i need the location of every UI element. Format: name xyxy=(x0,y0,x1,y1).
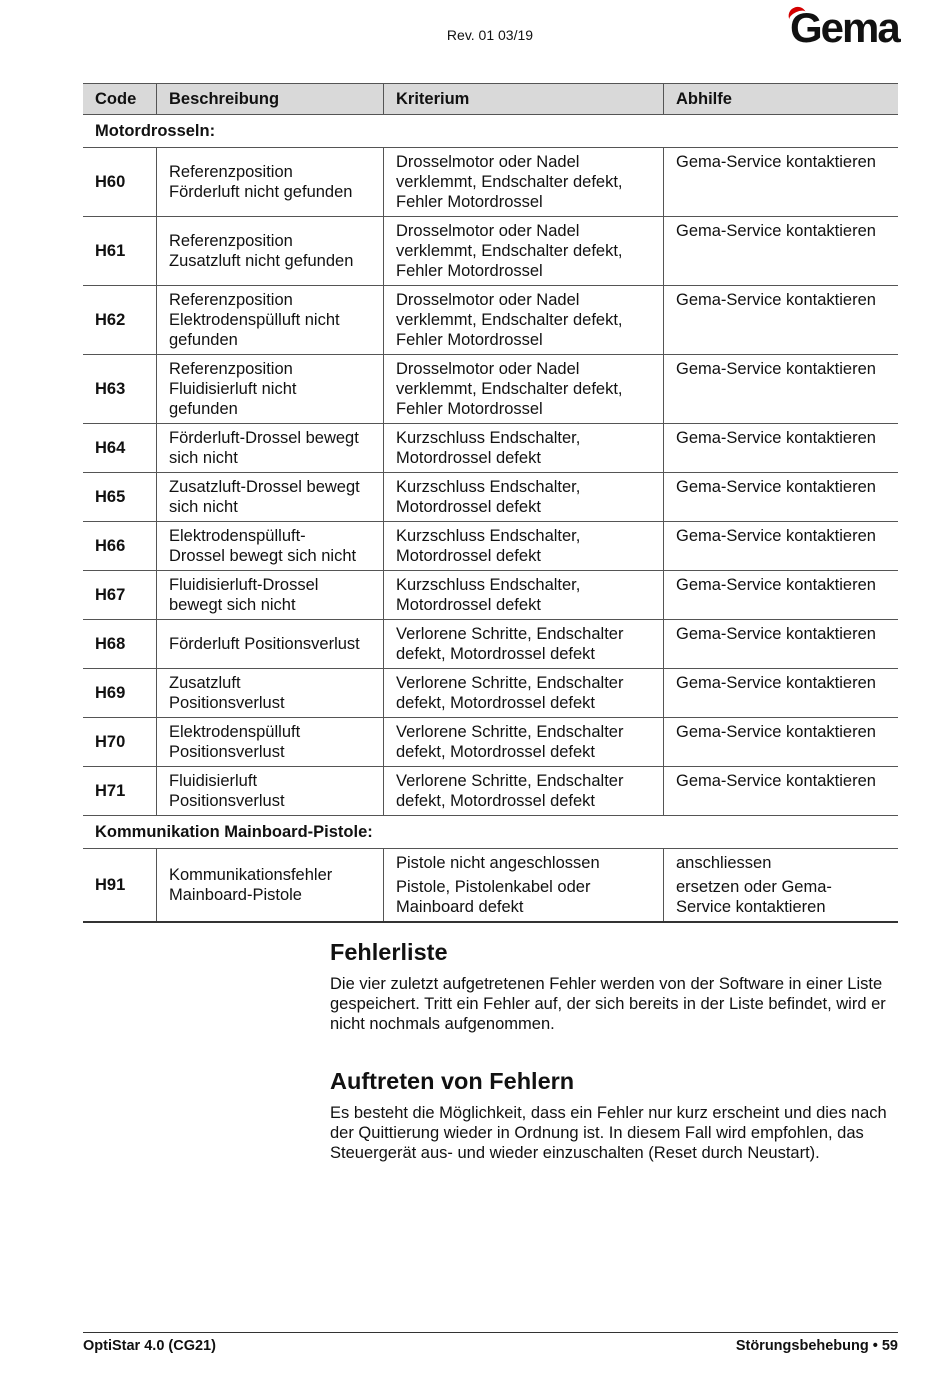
description-line: gefunden xyxy=(169,331,238,349)
criterion-cell xyxy=(384,767,664,816)
remedy-cell xyxy=(664,217,899,286)
description-line: Fluidisierluft-Drossel xyxy=(169,576,319,594)
criterion-line: verklemmt, Endschalter defekt, xyxy=(396,173,623,191)
remedy-line: Gema-Service kontaktieren xyxy=(676,576,876,594)
column-header: Kriterium xyxy=(384,84,664,115)
error-code: H66 xyxy=(83,522,157,571)
remedy-line: anschliessen xyxy=(676,854,772,872)
error-code: H61 xyxy=(83,217,157,286)
error-code: H68 xyxy=(83,620,157,669)
criterion-line: Motordrossel defekt xyxy=(396,449,541,467)
criterion-line: verklemmt, Endschalter defekt, xyxy=(396,380,623,398)
description-line: Elektrodenspülluft xyxy=(169,723,301,741)
error-code-table xyxy=(83,83,898,923)
criterion-line: Verlorene Schritte, Endschalter xyxy=(396,723,624,741)
error-code: H65 xyxy=(83,473,157,522)
remedy-line: Gema-Service kontaktieren xyxy=(676,625,876,643)
remedy-cell xyxy=(664,148,899,217)
table-row xyxy=(83,718,898,767)
criterion-line: Motordrossel defekt xyxy=(396,596,541,614)
description-line: Positionsverlust xyxy=(169,694,285,712)
section-fehlerliste xyxy=(330,938,900,1034)
criterion-cell xyxy=(384,424,664,473)
description-line: Förderluft nicht gefunden xyxy=(169,183,353,201)
error-code: H64 xyxy=(83,424,157,473)
description-cell xyxy=(157,849,384,923)
description-line: Positionsverlust xyxy=(169,743,285,761)
criterion-line: Pistole nicht angeschlossen xyxy=(396,854,600,872)
section-auftreten xyxy=(330,1067,900,1163)
criterion-line: Drosselmotor oder Nadel xyxy=(396,222,580,240)
description-line: Elektrodenspülluft- xyxy=(169,527,306,545)
error-code: H69 xyxy=(83,669,157,718)
page-footer xyxy=(83,1332,898,1354)
description-cell xyxy=(157,669,384,718)
table-row xyxy=(83,355,898,424)
table-row xyxy=(83,620,898,669)
description-cell xyxy=(157,148,384,217)
criterion-line: Drosselmotor oder Nadel xyxy=(396,153,580,171)
column-header: Code xyxy=(83,84,157,115)
remedy-cell xyxy=(664,849,899,923)
description-line: Fluidisierluft xyxy=(169,772,258,790)
revision-label: Rev. 01 03/19 xyxy=(446,27,534,43)
section-body: Die vier zuletzt aufgetretenen Fehler werden von der Software in einer Liste gespeichert. Tritt ein Fehler auf, der sich bereits in der Liste befindet, wird er nicht nochmals aufgenommen. xyxy=(330,975,886,1033)
table-row xyxy=(83,849,898,923)
criterion-line: Motordrossel defekt xyxy=(396,547,541,565)
criterion-line: Fehler Motordrossel xyxy=(396,193,543,211)
group-row xyxy=(83,115,898,148)
description-cell xyxy=(157,355,384,424)
criterion-cell xyxy=(384,620,664,669)
criterion-line: Fehler Motordrossel xyxy=(396,262,543,280)
remedy-line: Gema-Service kontaktieren xyxy=(676,772,876,790)
section-title: Fehlerliste xyxy=(330,939,448,965)
remedy-line: Gema-Service kontaktieren xyxy=(676,153,876,171)
criterion-line: Fehler Motordrossel xyxy=(396,331,543,349)
gema-logo: Gema xyxy=(790,4,899,52)
description-cell xyxy=(157,718,384,767)
description-cell xyxy=(157,424,384,473)
criterion-line: defekt, Motordrossel defekt xyxy=(396,645,596,663)
error-code: H71 xyxy=(83,767,157,816)
remedy-cell xyxy=(664,355,899,424)
criterion-line: Drosselmotor oder Nadel xyxy=(396,360,580,378)
error-code: H62 xyxy=(83,286,157,355)
criterion-cell xyxy=(384,718,664,767)
description-line: Zusatzluft-Drossel bewegt xyxy=(169,478,360,496)
description-line: sich nicht xyxy=(169,498,238,516)
error-code: H70 xyxy=(83,718,157,767)
description-line: Kommunikationsfehler xyxy=(169,866,333,884)
criterion-cell xyxy=(384,148,664,217)
section-title: Auftreten von Fehlern xyxy=(330,1068,575,1094)
remedy-cell xyxy=(664,571,899,620)
footer-product: OptiStar 4.0 (CG21) xyxy=(83,1338,216,1354)
remedy-cell xyxy=(664,424,899,473)
criterion-line: Kurzschluss Endschalter, xyxy=(396,576,581,594)
group-title: Kommunikation Mainboard-Pistole: xyxy=(83,816,898,849)
criterion-line: Verlorene Schritte, Endschalter xyxy=(396,625,624,643)
description-cell xyxy=(157,767,384,816)
description-line: sich nicht xyxy=(169,449,238,467)
description-line: Positionsverlust xyxy=(169,792,285,810)
description-line: Elektrodenspülluft nicht xyxy=(169,311,340,329)
table-row xyxy=(83,571,898,620)
description-line: Zusatzluft xyxy=(169,674,241,692)
description-cell xyxy=(157,522,384,571)
description-line: Referenzposition xyxy=(169,163,293,181)
description-line: Referenzposition xyxy=(169,291,293,309)
criterion-cell xyxy=(384,669,664,718)
criterion-cell xyxy=(384,522,664,571)
criterion-line: Motordrossel defekt xyxy=(396,498,541,516)
criterion-cell xyxy=(384,473,664,522)
group-title: Motordrosseln: xyxy=(83,115,898,148)
description-cell xyxy=(157,473,384,522)
column-header: Abhilfe xyxy=(664,84,899,115)
error-code: H63 xyxy=(83,355,157,424)
description-cell xyxy=(157,286,384,355)
description-line: Förderluft Positionsverlust xyxy=(169,635,360,653)
description-cell xyxy=(157,217,384,286)
description-line: Fluidisierluft nicht xyxy=(169,380,297,398)
remedy-cell xyxy=(664,767,899,816)
criterion-line: Pistole, Pistolenkabel oder xyxy=(396,878,591,896)
table-row xyxy=(83,669,898,718)
criterion-line: Mainboard defekt xyxy=(396,898,524,916)
error-code: H60 xyxy=(83,148,157,217)
criterion-line: Verlorene Schritte, Endschalter xyxy=(396,772,624,790)
table-row xyxy=(83,286,898,355)
description-line: Referenzposition xyxy=(169,232,293,250)
description-line: Mainboard-Pistole xyxy=(169,886,302,904)
criterion-line: Verlorene Schritte, Endschalter xyxy=(396,674,624,692)
error-code: H67 xyxy=(83,571,157,620)
description-cell xyxy=(157,571,384,620)
remedy-cell xyxy=(664,669,899,718)
description-line: bewegt sich nicht xyxy=(169,596,296,614)
remedy-line: Gema-Service kontaktieren xyxy=(676,478,876,496)
table-row xyxy=(83,424,898,473)
criterion-line: Kurzschluss Endschalter, xyxy=(396,527,581,545)
column-header: Beschreibung xyxy=(157,84,384,115)
error-code: H91 xyxy=(83,849,157,923)
criterion-line: verklemmt, Endschalter defekt, xyxy=(396,311,623,329)
criterion-line: Kurzschluss Endschalter, xyxy=(396,478,581,496)
description-line: gefunden xyxy=(169,400,238,418)
description-cell xyxy=(157,620,384,669)
remedy-cell xyxy=(664,718,899,767)
criterion-line: verklemmt, Endschalter defekt, xyxy=(396,242,623,260)
description-line: Zusatzluft nicht gefunden xyxy=(169,252,354,270)
table-row xyxy=(83,217,898,286)
remedy-cell xyxy=(664,522,899,571)
criterion-line: defekt, Motordrossel defekt xyxy=(396,694,596,712)
remedy-line: Service kontaktieren xyxy=(676,898,826,916)
remedy-line: Gema-Service kontaktieren xyxy=(676,674,876,692)
remedy-line: Gema-Service kontaktieren xyxy=(676,527,876,545)
criterion-cell xyxy=(384,849,664,923)
criterion-line: defekt, Motordrossel defekt xyxy=(396,792,596,810)
description-line: Förderluft-Drossel bewegt xyxy=(169,429,359,447)
criterion-cell xyxy=(384,571,664,620)
remedy-line: Gema-Service kontaktieren xyxy=(676,360,876,378)
criterion-cell xyxy=(384,217,664,286)
remedy-line: Gema-Service kontaktieren xyxy=(676,429,876,447)
remedy-cell xyxy=(664,473,899,522)
criterion-cell xyxy=(384,286,664,355)
criterion-cell xyxy=(384,355,664,424)
description-line: Drossel bewegt sich nicht xyxy=(169,547,357,565)
criterion-line: Drosselmotor oder Nadel xyxy=(396,291,580,309)
table-row xyxy=(83,473,898,522)
remedy-line: ersetzen oder Gema- xyxy=(676,878,832,896)
description-line: Referenzposition xyxy=(169,360,293,378)
remedy-line: Gema-Service kontaktieren xyxy=(676,222,876,240)
table-row xyxy=(83,767,898,816)
remedy-line: Gema-Service kontaktieren xyxy=(676,723,876,741)
table-row xyxy=(83,148,898,217)
footer-page: Störungsbehebung • 59 xyxy=(735,1338,898,1354)
section-body: Es besteht die Möglichkeit, dass ein Fehler nur kurz erscheint und dies nach der Quittierung wieder in Ordnung ist. In diesem Fall wird empfohlen, das Steuergerät aus- und wieder einzuschalten (Reset durch Neustart). xyxy=(330,1104,887,1162)
remedy-cell xyxy=(664,286,899,355)
criterion-line: defekt, Motordrossel defekt xyxy=(396,743,596,761)
remedy-line: Gema-Service kontaktieren xyxy=(676,291,876,309)
remedy-cell xyxy=(664,620,899,669)
criterion-line: Fehler Motordrossel xyxy=(396,400,543,418)
table-row xyxy=(83,522,898,571)
table-header-row xyxy=(83,84,898,115)
group-row xyxy=(83,816,898,849)
criterion-line: Kurzschluss Endschalter, xyxy=(396,429,581,447)
